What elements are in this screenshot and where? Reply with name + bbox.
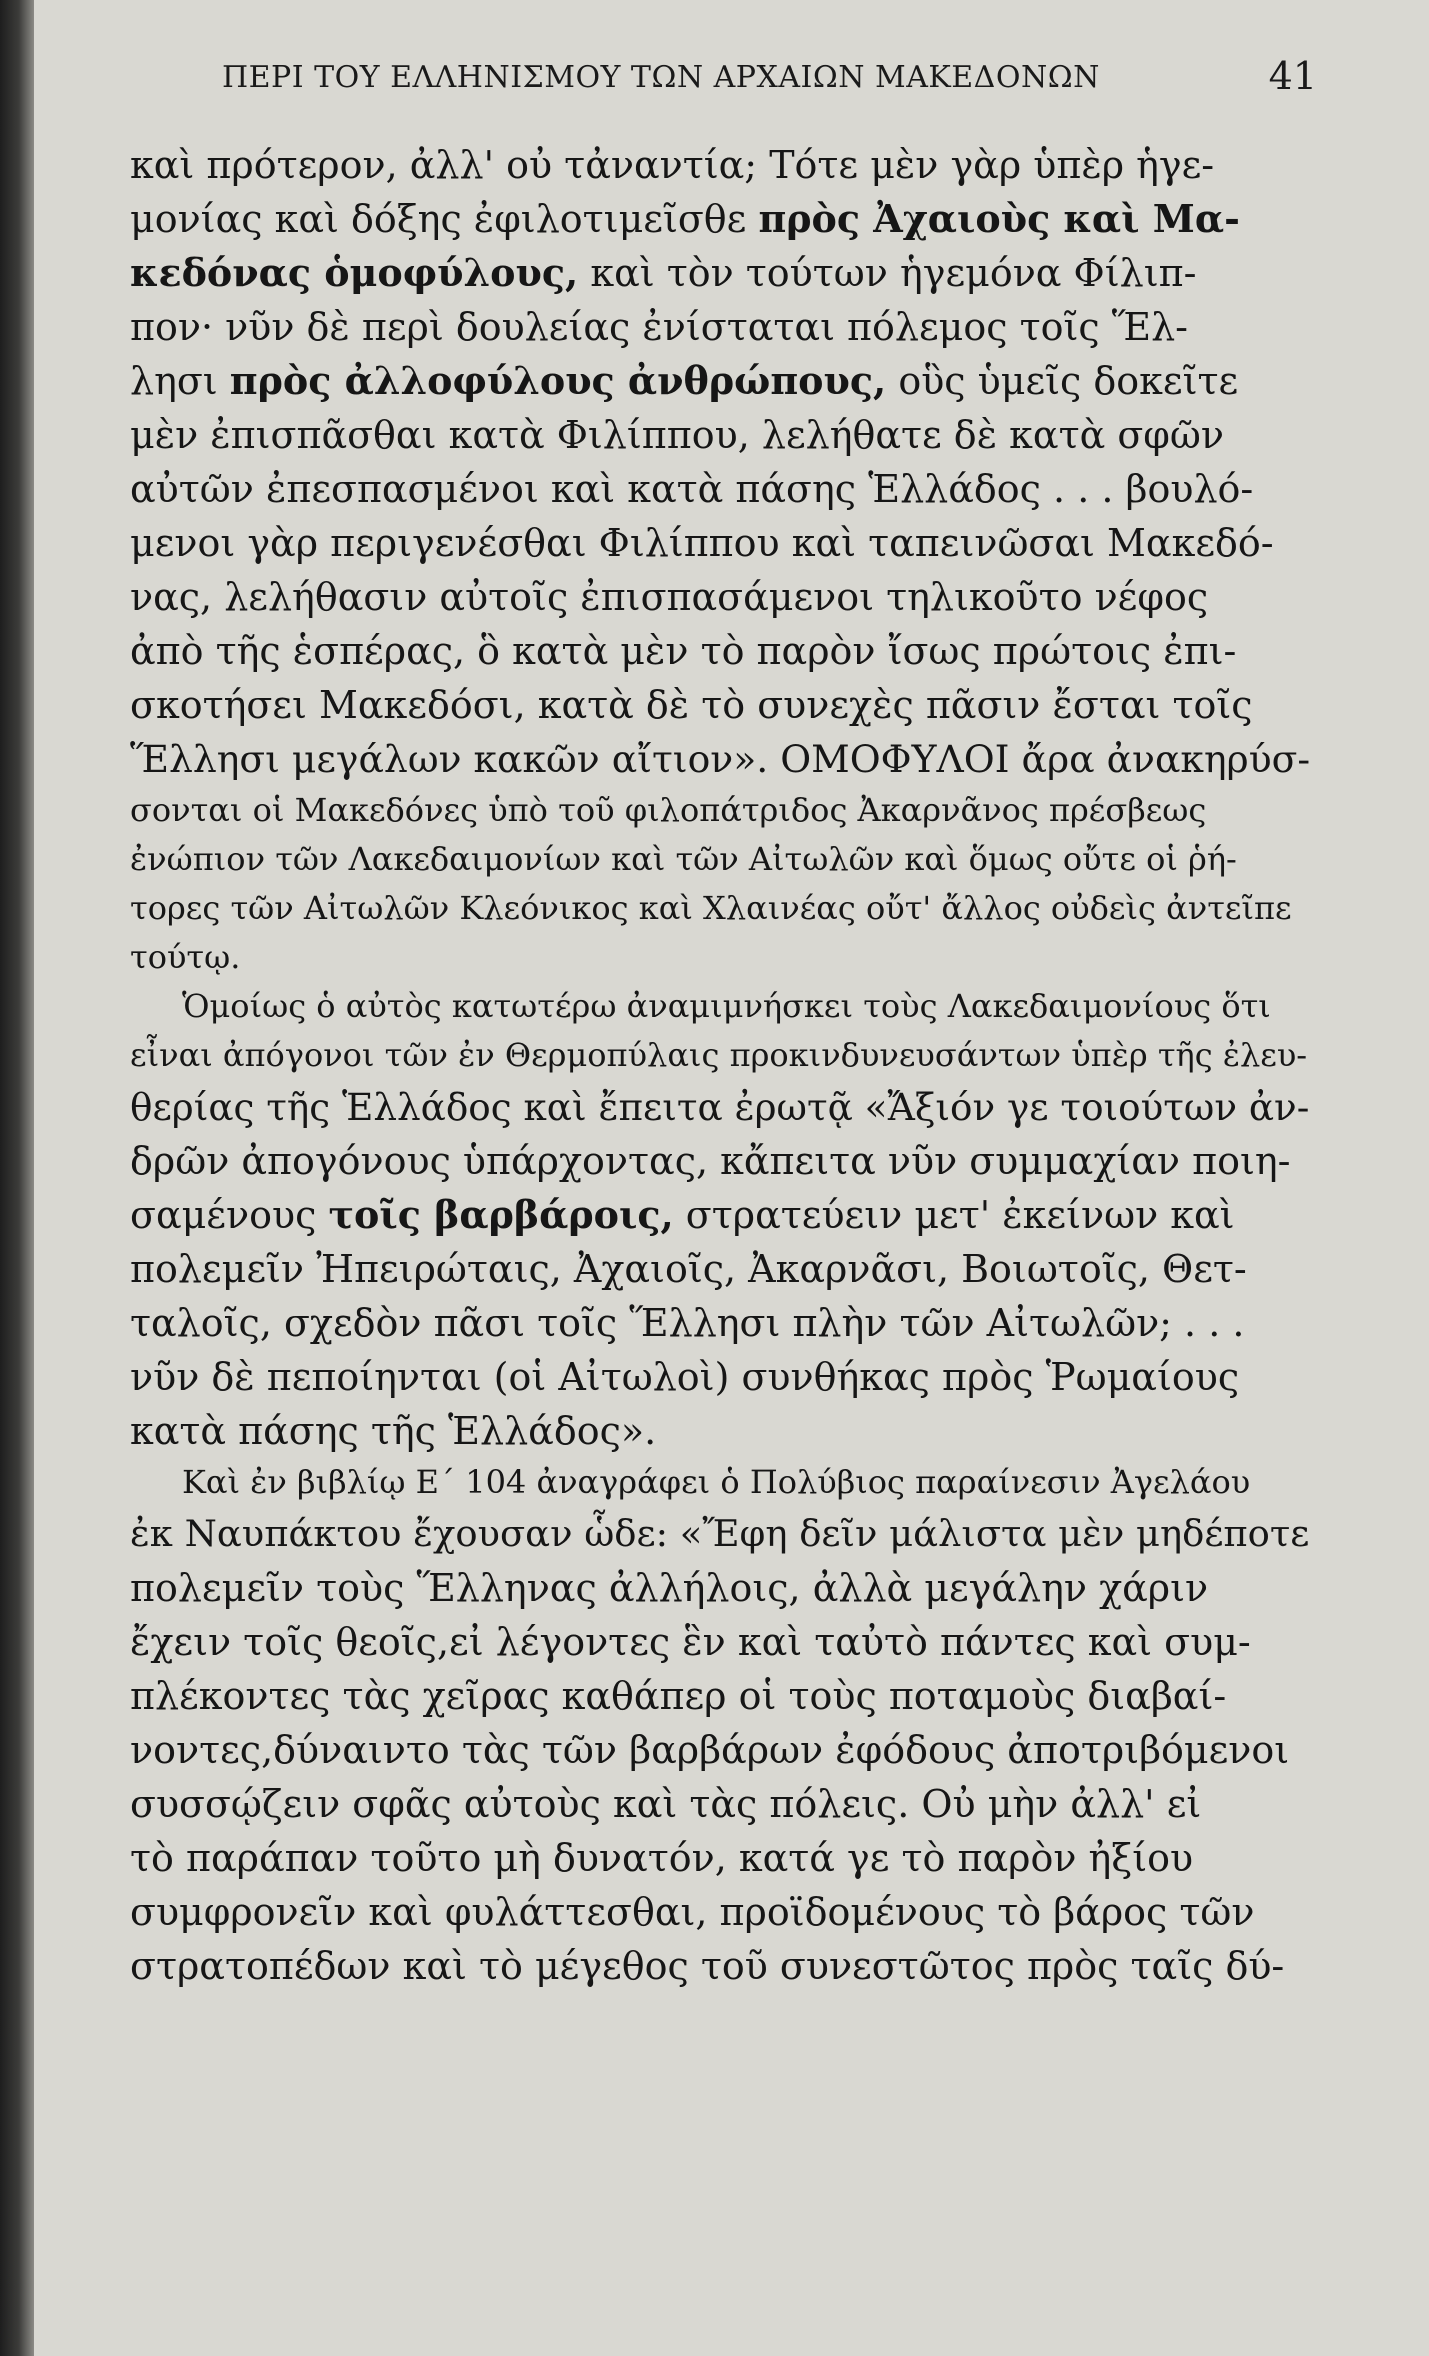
text-segment: συμφρονεῖν καὶ φυλάττεσθαι, προϊδομένους τὸ βάρος τῶν [130, 1890, 1255, 1934]
text-segment: σαμένους [130, 1193, 329, 1237]
emphasized-text: τοῖς βαρβάροις, [328, 1192, 674, 1237]
text-segment: μενοι γὰρ περιγενέσθαι Φιλίππου καὶ ταπεινῶσαι Μακεδό- [130, 521, 1274, 565]
text-line [130, 1777, 1310, 1831]
text-segment: ἔχειν τοῖς θεοῖς,εἰ λέγοντες ἓν καὶ ταὐτὸ πάντες καὶ συμ- [130, 1620, 1251, 1664]
text-line [130, 1458, 1310, 1507]
emphasized-text: κεδόνας ὁμοφύλους, [130, 250, 579, 295]
text-line [130, 1350, 1310, 1404]
text-line [130, 570, 1310, 624]
text-segment: εἶναι ἀπόγονοι τῶν ἐν Θερμοπύλαις προκινδυνευσάντων ὑπὲρ τῆς ἐλευ- [130, 1036, 1308, 1074]
text-line [130, 1885, 1310, 1939]
text-line [130, 1939, 1310, 1993]
text-line [130, 1831, 1310, 1885]
text-segment: τορες τῶν Αἰτωλῶν Κλεόνικος καὶ Χλαινέας οὔτ' ἄλλος οὐδεὶς ἀντεῖπε [130, 889, 1292, 927]
text-segment: οὓς ὑμεῖς δοκεῖτε [886, 359, 1239, 403]
text-segment: Ἕλλησι μεγάλων κακῶν αἴτιον». ΟΜΟΦΥΛΟΙ ἄρα ἀνακηρύσ- [130, 737, 1311, 781]
text-segment: ἐκ Ναυπάκτου ἔχουσαν ὧδε: «Ἔφη δεῖν μάλιστα μὲν μηδέποτε [130, 1512, 1310, 1555]
text-segment: ἐνώπιον τῶν Λακεδαιμονίων καὶ τῶν Αἰτωλῶν καὶ ὅμως οὔτε οἱ ῥή- [130, 840, 1237, 878]
text-segment: πολεμεῖν τοὺς Ἕλληνας ἀλλήλοις, ἀλλὰ μεγάλην χάριν [130, 1566, 1209, 1610]
emphasized-text: πρὸς Ἀχαιοὺς καὶ Μα- [758, 196, 1240, 241]
text-segment: νας, λελήθασιν αὐτοῖς ἐπισπασάμενοι τηλικοῦτο νέφος [130, 575, 1209, 619]
running-head-title: ΠΕΡΙ ΤΟΥ ΕΛΛΗΝΙΣΜΟΥ ΤΩΝ ΑΡΧΑΙΩΝ ΜΑΚΕΔΟΝΩΝ [222, 60, 1100, 95]
text-line [130, 408, 1310, 462]
text-segment: ταλοῖς, σχεδὸν πᾶσι τοῖς Ἕλλησι πλὴν τῶν Αἰτωλῶν; . . . [130, 1301, 1245, 1345]
text-line [130, 884, 1310, 933]
text-segment: κατὰ πάσης τῆς Ἑλλάδος». [130, 1409, 657, 1453]
running-head [222, 52, 1317, 112]
text-line [130, 354, 1310, 408]
text-segment: πολεμεῖν Ἠπειρώταις, Ἀχαιοῖς, Ἀκαρνᾶσι, Βοιωτοῖς, Θετ- [130, 1247, 1247, 1291]
text-line [130, 1507, 1310, 1561]
text-segment: καὶ πρότερον, ἀλλ' οὐ τἀναντία; Τότε μὲν γὰρ ὑπὲρ ἡγε- [130, 143, 1215, 187]
text-segment: καὶ τὸν τούτων ἡγεμόνα Φίλιπ- [578, 251, 1197, 295]
text-line [130, 786, 1310, 835]
text-segment: Ὁμοίως ὁ αὐτὸς κατωτέρω ἀναμιμνήσκει τοὺς Λακεδαιμονίους ὅτι [182, 987, 1271, 1025]
text-line [130, 1296, 1310, 1350]
text-line [130, 1669, 1310, 1723]
text-segment: σκοτήσει Μακεδόσι, κατὰ δὲ τὸ συνεχὲς πᾶσιν ἔσται τοῖς [130, 683, 1253, 727]
text-segment: τούτῳ. [130, 938, 241, 976]
text-line [130, 933, 1310, 982]
text-line [130, 1615, 1310, 1669]
text-line [130, 246, 1310, 300]
text-line [130, 1404, 1310, 1458]
text-segment: δρῶν ἀπογόνους ὑπάρχοντας, κἄπειτα νῦν συμμαχίαν ποιη- [130, 1139, 1291, 1183]
text-segment: νοντες,δύναιντο τὰς τῶν βαρβάρων ἐφόδους ἀποτριβόμενοι [130, 1728, 1290, 1772]
page-number: 41 [1268, 54, 1317, 98]
text-line [130, 1134, 1310, 1188]
text-segment: Καὶ ἐν βιβλίῳ Ε΄ 104 ἀναγράφει ὁ Πολύβιος παραίνεσιν Ἀγελάου [182, 1463, 1251, 1501]
text-line [130, 300, 1310, 354]
text-line [130, 462, 1310, 516]
text-line [130, 516, 1310, 570]
text-line [130, 835, 1310, 884]
text-segment: στρατοπέδων καὶ τὸ μέγεθος τοῦ συνεστῶτος πρὸς ταῖς δύ- [130, 1944, 1285, 1988]
text-line [130, 678, 1310, 732]
text-line [130, 1188, 1310, 1242]
text-line [130, 1031, 1310, 1080]
body-text [130, 138, 1310, 1993]
text-line [130, 1561, 1310, 1615]
text-segment: μὲν ἐπισπᾶσθαι κατὰ Φιλίππου, λελήθατε δὲ κατὰ σφῶν [130, 413, 1224, 457]
text-line [130, 1242, 1310, 1296]
text-segment: μονίας καὶ δόξης ἐφιλοτιμεῖσθε [130, 197, 759, 241]
text-segment: θερίας τῆς Ἑλλάδος καὶ ἔπειτα ἐρωτᾷ «Ἄξιόν γε τοιούτων ἀν- [130, 1085, 1310, 1129]
text-segment: σονται οἱ Μακεδόνες ὑπὸ τοῦ φιλοπάτριδος Ἀκαρνᾶνος πρέσβεως [130, 791, 1207, 829]
text-segment: συσσῴζειν σφᾶς αὐτοὺς καὶ τὰς πόλεις. Οὐ μὴν ἀλλ' εἰ [130, 1782, 1202, 1826]
emphasized-text: πρὸς ἀλλοφύλους ἀνθρώπους, [229, 358, 887, 403]
text-segment: νῦν δὲ πεποίηνται (οἱ Αἰτωλοὶ) συνθήκας πρὸς Ῥωμαίους [130, 1355, 1240, 1399]
text-segment: πλέκοντες τὰς χεῖρας καθάπερ οἱ τοὺς ποταμοὺς διαβαί- [130, 1674, 1227, 1718]
text-line [130, 982, 1310, 1031]
text-line [130, 732, 1310, 786]
text-line [130, 1723, 1310, 1777]
text-line [130, 192, 1310, 246]
text-segment: ἀπὸ τῆς ἑσπέρας, ὃ κατὰ μὲν τὸ παρὸν ἴσως πρώτοις ἐπι- [130, 629, 1237, 673]
text-segment: πον· νῦν δὲ περὶ δουλείας ἐνίσταται πόλεμος τοῖς Ἕλ- [130, 305, 1189, 349]
text-line [130, 624, 1310, 678]
text-line [130, 138, 1310, 192]
text-segment: τὸ παράπαν τοῦτο μὴ δυνατόν, κατά γε τὸ παρὸν ἠξίου [130, 1836, 1194, 1880]
text-line [130, 1080, 1310, 1134]
text-segment: λησι [130, 359, 230, 403]
text-segment: στρατεύειν μετ' ἐκείνων καὶ [673, 1193, 1235, 1237]
text-segment: αὐτῶν ἐπεσπασμένοι καὶ κατὰ πάσης Ἑλλάδος . . . βουλό- [130, 467, 1254, 511]
binding-shadow [0, 0, 34, 2356]
